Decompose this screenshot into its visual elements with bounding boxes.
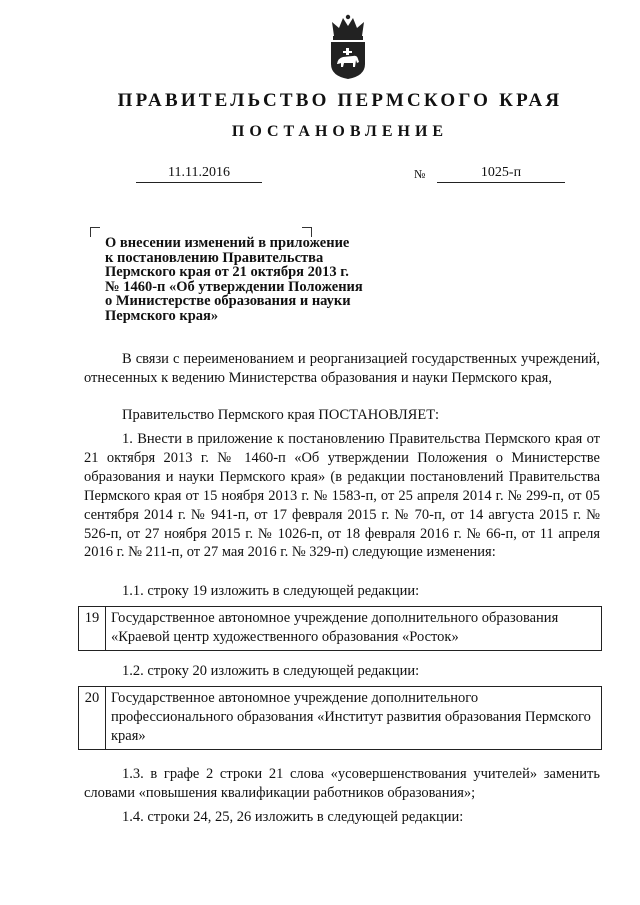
preamble-block: [84, 350, 600, 388]
item-1-3-paragraph: 1.3. в графе 2 строки 21 слова «усовершенствования учителей» заменить словами «повышения квалификации работников образования»;: [84, 766, 600, 801]
item-1-1: 1.1. строку 19 изложить в следующей редакции:: [122, 583, 420, 599]
item-1-4-paragraph: 1.4. строки 24, 25, 26 изложить в следующей редакции:: [122, 809, 464, 825]
item-1-2: 1.2. строку 20 изложить в следующей редакции:: [122, 663, 420, 679]
table-row-text: Государственное автономное учреждение дополнительного профессионального образования «Институт развития образования Пермского края»: [111, 690, 591, 744]
table-row-number: 19: [79, 607, 106, 651]
replacement-table-row-20: [78, 686, 602, 750]
item-1-paragraph: 1. Внести в приложение к постановлению Правительства Пермского края от 21 октября 2013 г. № 1460-п «Об утверждении Положения о Министерстве образования и науки Пермского края» (в редакции постановлений Правительства Пермского края от 15 ноября 2013 г. № 1583-п, от 25 апреля 2014 г. № 299-п, от 05 сентября 2014 г. № 941-п, от 17 февраля 2015 г. № 70-п, от 14 августа 2015 г. № 526-п, от 27 ноября 2015 г. № 1026-п, от 18 февраля 2016 г. № 66-п, от 11 апреля 2016 г. № 211-п, от 27 мая 2016 г. № 329-п) следующие изменения:: [84, 431, 600, 561]
subject-line: № 1460-п «Об утверждении Положения: [105, 278, 363, 295]
decree-block: [84, 406, 600, 425]
item-1-3-block: [84, 765, 600, 803]
replacement-table-row-19: [78, 606, 602, 651]
document-date: 11.11.2016: [136, 165, 262, 183]
item-1-block: [84, 430, 600, 562]
table-row-text: Государственное автономное учреждение дополнительного образования «Краевой центр художественного образования «Росток»: [111, 610, 559, 645]
preamble-paragraph: В связи с переименованием и реорганизацией государственных учреждений, отнесенных к ведению Министерства образования и науки Пермского края,: [84, 351, 600, 386]
decree-line: Правительство Пермского края ПОСТАНОВЛЯЕТ:: [122, 407, 440, 423]
document-subject: [105, 236, 385, 324]
subject-line: Пермского края от 21 октября 2013 г.: [105, 264, 349, 281]
subject-line: О внесении изменений в приложение: [105, 235, 350, 251]
subject-line: Пермского края»: [105, 307, 219, 324]
subject-bracket-left: [90, 227, 100, 237]
document-type: ПОСТАНОВЛЕНИЕ: [231, 123, 449, 140]
table-row-number: 20: [79, 687, 106, 750]
number-sign: №: [414, 167, 426, 181]
document-number: 1025-п: [437, 165, 565, 183]
government-title: ПРАВИТЕЛЬСТВО ПЕРМСКОГО КРАЯ: [117, 90, 563, 111]
subject-line: к постановлению Правительства: [105, 249, 324, 266]
subject-line: о Министерстве образования и науки: [105, 293, 351, 310]
coat-of-arms-icon: [326, 14, 370, 80]
item-1-4-block: [84, 808, 600, 827]
